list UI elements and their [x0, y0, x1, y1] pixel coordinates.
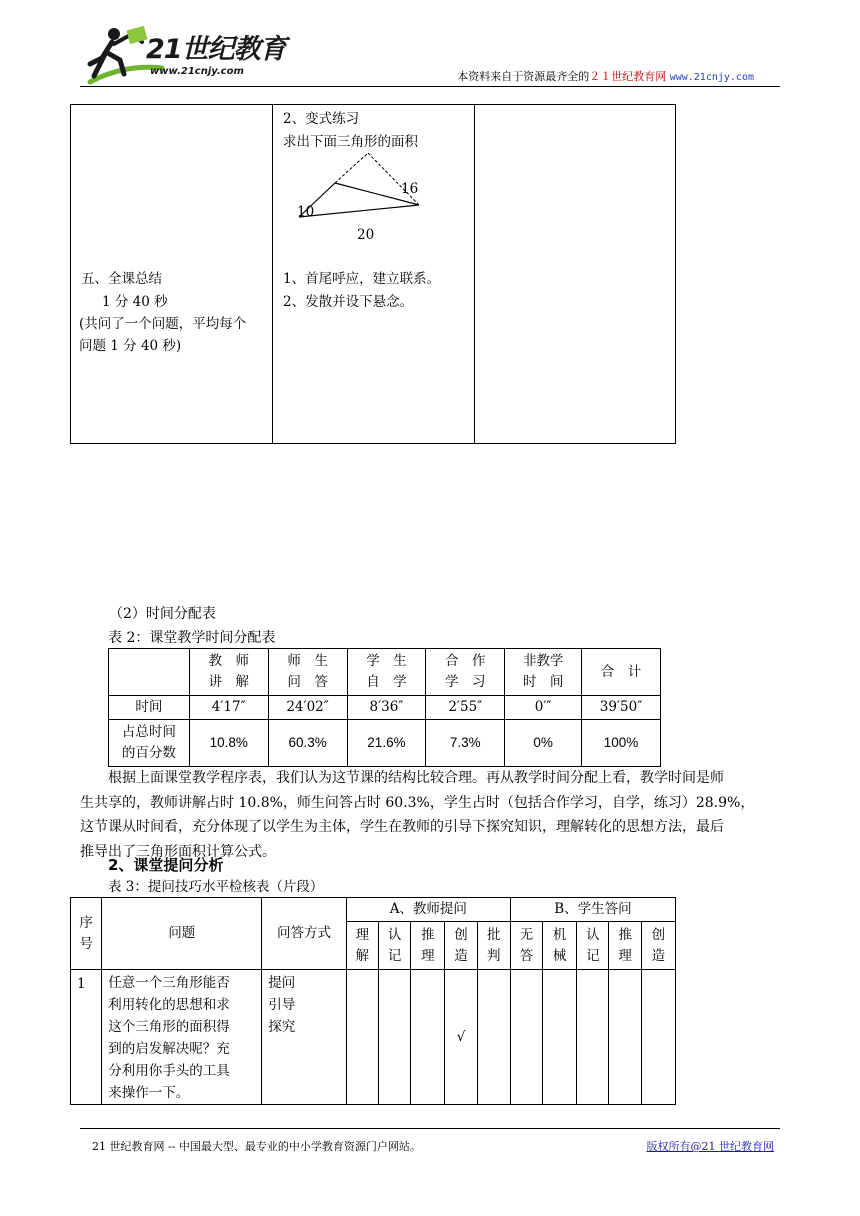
- time-table-corner: [109, 649, 190, 696]
- cell-empty: [641, 970, 675, 1105]
- label-16: 16: [401, 181, 419, 197]
- cell-empty: [379, 970, 411, 1105]
- header-source-url[interactable]: www.21cnjy.com: [669, 72, 754, 83]
- header-divider: [80, 86, 780, 87]
- label-10: 10: [297, 204, 315, 220]
- triangle-base: [299, 205, 419, 217]
- b-col-reason: 推 理: [609, 922, 641, 970]
- cell-empty: [577, 970, 609, 1105]
- group-teacher-header: A、教师提问: [346, 898, 510, 922]
- time-caption: 表 2：课堂教学时间分配表: [108, 630, 276, 646]
- b-col-no-answer: 无 答: [510, 922, 542, 970]
- time-cell: 2′55″: [426, 696, 505, 720]
- logo-url: www.21cnjy.com: [150, 66, 244, 77]
- time-cell: 39′50″: [582, 696, 661, 720]
- time-cell: 8′36″: [347, 696, 426, 720]
- question-table: [70, 897, 676, 1105]
- cell-empty: [346, 970, 378, 1105]
- lesson-table-divider-2: [474, 105, 475, 443]
- label-20: 20: [357, 227, 375, 243]
- analysis-paragraph: [80, 766, 780, 864]
- summary-note-2: 问题 1 分 40 秒): [79, 338, 182, 354]
- footer-copyright-link[interactable]: 版权所有@21 世纪教育网: [646, 1140, 774, 1153]
- summary-note-1: (共问了一个问题，平均每个: [79, 316, 247, 332]
- section-question-title: 2、课堂提问分析: [108, 856, 224, 874]
- cell-empty: [543, 970, 577, 1105]
- point-2: 2、发散并设下悬念。: [283, 294, 414, 310]
- a-col-reason: 推 理: [411, 922, 445, 970]
- analysis-line: 推导出了三角形面积计算公式。: [80, 843, 276, 860]
- col-method-header: 问答方式: [262, 898, 347, 970]
- variant-title: 2、变式练习: [283, 111, 360, 127]
- pct-cell: 0%: [505, 720, 582, 767]
- col-seq-header: 序 号: [71, 898, 102, 970]
- a-col-critique: 批 判: [477, 922, 510, 970]
- a-col-recall: 认 记: [379, 922, 411, 970]
- time-cell: 0′″: [505, 696, 582, 720]
- time-cell: 4′17″: [189, 696, 268, 720]
- b-col-recall: 认 记: [577, 922, 609, 970]
- analysis-line: 根据上面课堂教学程序表，我们认为这节课的结构比较合理。再从教学时间分配上看，教学时间是师: [108, 770, 724, 786]
- row-question: 任意一个三角形能否 利用转化的思想和求 这个三角形的面积得 到的启发解决呢？充 分利用你手头的工具 来操作一下。: [102, 970, 262, 1105]
- header-teacher: 教 师 讲 解: [189, 649, 268, 696]
- header-non-teaching: 非教学 时 间: [505, 649, 582, 696]
- pct-cell: 7.3%: [426, 720, 505, 767]
- row-time-label: 时间: [109, 696, 190, 720]
- lesson-table: [70, 104, 676, 444]
- header-total: 合 计: [582, 649, 661, 696]
- point-1: 1、首尾呼应，建立联系。: [283, 271, 441, 287]
- summary-title: 五、全课总结: [81, 271, 162, 287]
- header-cooperative: 合 作 学 习: [426, 649, 505, 696]
- variant-task: 求出下面三角形的面积: [283, 134, 418, 150]
- header-qa: 师 生 问 答: [268, 649, 347, 696]
- time-cell: 24′02″: [268, 696, 347, 720]
- check-mark-create: √: [445, 970, 477, 1105]
- pct-cell: 10.8%: [189, 720, 268, 767]
- cell-empty: [609, 970, 641, 1105]
- b-col-create: 创 造: [641, 922, 675, 970]
- cell-empty: [411, 970, 445, 1105]
- header-self-study: 学 生 自 学: [347, 649, 426, 696]
- time-subtitle: （2）时间分配表: [109, 606, 216, 622]
- header-source-prefix: 本资料来自于资源最齐全的: [457, 70, 590, 83]
- group-student-header: B、学生答问: [510, 898, 675, 922]
- footer-site-desc: 21 世纪教育网 -- 中国最大型、最专业的中小学教育资源门户网站。: [92, 1140, 421, 1153]
- lesson-table-divider-1: [272, 105, 273, 443]
- row-pct-label: 占总时间 的百分数: [109, 720, 190, 767]
- question-caption: 表 3：提问技巧水平检核表（片段）: [108, 879, 324, 895]
- extension-line-dashed: [368, 153, 419, 205]
- row-method: 提问 引导 探究: [262, 970, 347, 1105]
- a-col-understand: 理 解: [346, 922, 378, 970]
- pct-cell: 100%: [582, 720, 661, 767]
- time-table: [108, 648, 661, 767]
- height-line-dashed: [335, 153, 368, 183]
- b-col-mechanical: 机 械: [543, 922, 577, 970]
- analysis-line: 这节课从时间看，充分体现了以学生为主体，学生在教师的引导下探究知识，理解转化的思想方法，最后: [80, 819, 724, 835]
- cell-empty: [477, 970, 510, 1105]
- cell-empty: [510, 970, 542, 1105]
- row-seq: 1: [71, 970, 102, 1105]
- logo-title: 21世纪教育: [146, 34, 286, 65]
- pct-cell: 60.3%: [268, 720, 347, 767]
- summary-duration: 1 分 40 秒: [102, 294, 168, 310]
- col-question-header: 问题: [102, 898, 262, 970]
- header-source: [457, 68, 754, 84]
- footer-divider: [80, 1128, 780, 1129]
- pct-cell: 21.6%: [347, 720, 426, 767]
- header-source-name: ２１世纪教育网: [589, 70, 667, 83]
- a-col-create: 创 造: [445, 922, 477, 970]
- site-logo: [84, 24, 284, 86]
- analysis-line: 生共享的，教师讲解占时 10.8%，师生问答占时 60.3%，学生占时（包括合作学习，自学，练习）28.9%，: [80, 794, 755, 811]
